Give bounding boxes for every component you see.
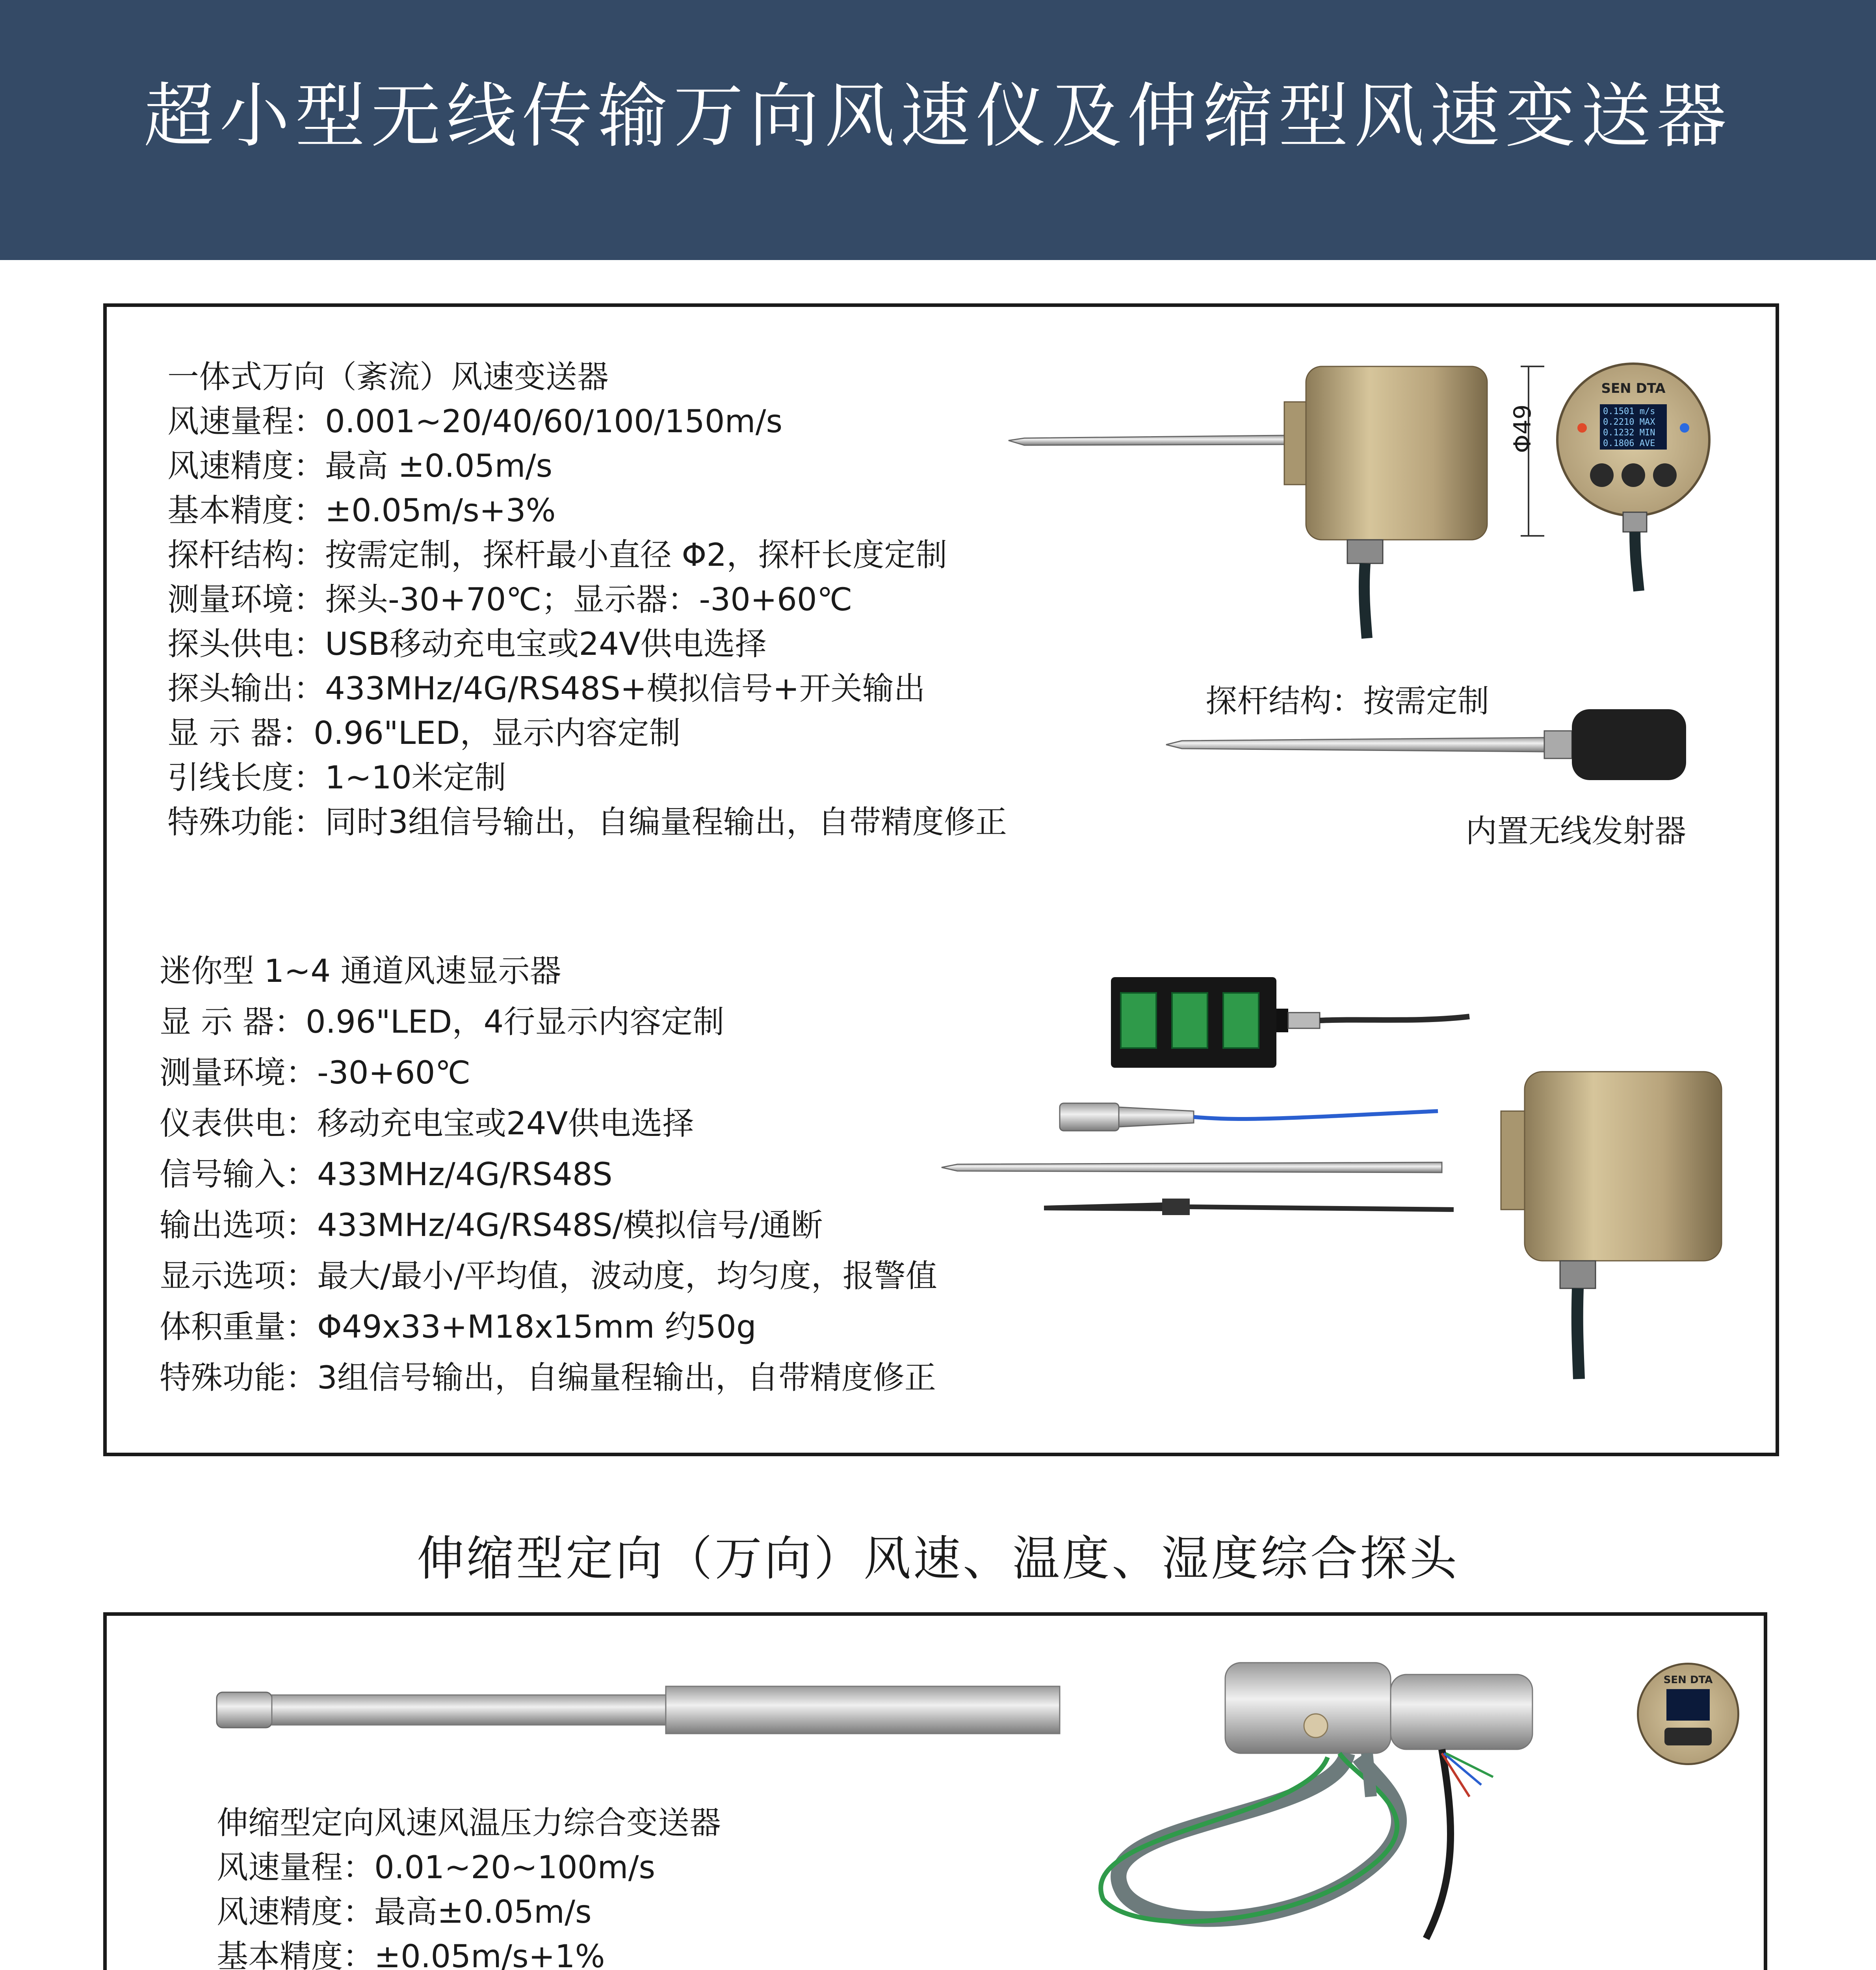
- display-cable: [1619, 512, 1651, 591]
- spec-line: 信号输入：433MHz/4G/RS48S: [160, 1156, 613, 1193]
- probe-caption: 探杆结构：按需定制: [1205, 683, 1489, 719]
- led-blue-icon: [1680, 423, 1689, 433]
- reading: 0.2210 MAX: [1603, 417, 1655, 427]
- spec-line: 引线长度：1~10米定制: [167, 759, 506, 796]
- spec-line: 伸缩型定向风速风温压力综合变送器: [217, 1805, 721, 1841]
- spec-line: 体积重量：Φ49x33+M18x15mm 约50g: [160, 1308, 756, 1345]
- spec-line: 基本精度：±0.05m/s+3%: [167, 492, 556, 529]
- reading: 0.1501 m/s: [1603, 407, 1655, 416]
- spec-line: 风速量程：0.01~20~100m/s: [217, 1849, 656, 1886]
- spec-line: 仪表供电：移动充电宝或24V供电选择: [160, 1105, 694, 1142]
- led-red-icon: [1577, 423, 1587, 433]
- channel-display-image: [1111, 977, 1473, 1072]
- spec-line: 特殊功能：3组信号输出，自编量程输出，自带精度修正: [160, 1359, 936, 1396]
- spec-line: 输出选项：433MHz/4G/RS48S/模拟信号/通断: [160, 1207, 823, 1243]
- reading: 0.1806 AVE: [1603, 439, 1655, 448]
- spec-list-3: [217, 1801, 1056, 1970]
- page-header: [0, 0, 1876, 260]
- power-button[interactable]: [1590, 463, 1614, 487]
- display-screen: [1600, 404, 1667, 450]
- section-title: 伸缩型定向（万向）风速、温度、湿度综合探头: [417, 1531, 1459, 1586]
- spec-line: 探头输出：433MHz/4G/RS48S+模拟信号+开关输出: [167, 670, 925, 707]
- wind-sensor-image: [1001, 355, 1513, 638]
- spec-line: 风速量程：0.001~20/40/60/100/150m/s: [167, 403, 783, 440]
- spec-line: 显 示 器：0.96"LED，显示内容定制: [167, 715, 681, 751]
- spec-line: 探杆结构：按需定制，探杆最小直径 Φ2，探杆长度定制: [167, 537, 947, 573]
- spec-line: 基本精度：±0.05m/s+1%: [217, 1938, 605, 1970]
- spec-line: 探头供电：USB移动充电宝或24V供电选择: [167, 626, 767, 662]
- keypad[interactable]: [1664, 1728, 1712, 1745]
- spec-line: 显示选项：最大/最小/平均值，波动度，均匀度，报警值: [160, 1258, 937, 1294]
- dimension-marker: [1513, 366, 1544, 540]
- spec-line: 风速精度：最高 ±0.05m/s: [167, 448, 553, 484]
- spec-list-1: [167, 355, 1007, 844]
- up-button[interactable]: [1653, 463, 1677, 487]
- spec-line: 测量环境：-30+60℃: [160, 1054, 471, 1091]
- probe-with-transmitter-image: [1166, 709, 1702, 780]
- display-screen: [1666, 1689, 1710, 1721]
- set-button[interactable]: [1622, 463, 1645, 487]
- spec-line: 特殊功能：同时3组信号输出，自编量程输出，自带精度修正: [167, 804, 1007, 840]
- probe-set-image: [942, 1095, 1493, 1221]
- display-unit: [1556, 362, 1711, 517]
- spec-line: 一体式万向（紊流）风速变送器: [167, 359, 609, 395]
- spec-line: 显 示 器：0.96"LED，4行显示内容定制: [160, 1004, 724, 1040]
- brand-label: SEN DTA: [1601, 381, 1666, 396]
- spec-line: 风速精度：最高±0.05m/s: [217, 1894, 592, 1930]
- brand-label: SEN DTA: [1663, 1674, 1713, 1686]
- wind-sensor-image-2: [1489, 1072, 1733, 1379]
- spec-line: 迷你型 1~4 通道风速显示器: [160, 953, 561, 989]
- spec-list-2: [160, 946, 937, 1403]
- transmitter-caption: 内置无线发射器: [1466, 813, 1686, 849]
- spec-line: 测量环境：探头-30+70℃；显示器：-30+60℃: [167, 581, 853, 618]
- reading: 0.1232 MIN: [1603, 428, 1655, 438]
- display-unit-2: [1637, 1663, 1739, 1765]
- dimension-label: Φ49: [1509, 404, 1536, 453]
- page-title: 超小型无线传输万向风速仪及伸缩型风速变送器: [144, 75, 1732, 157]
